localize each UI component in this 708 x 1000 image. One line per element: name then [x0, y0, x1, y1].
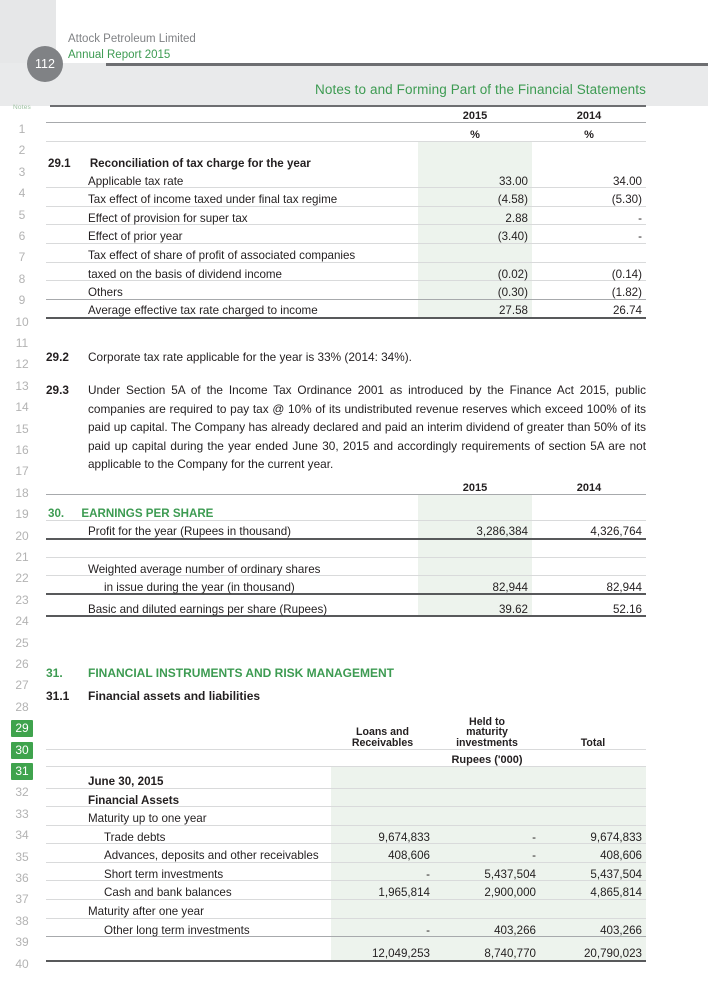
line-number-14: [0, 400, 44, 414]
line-number-4: [0, 186, 44, 200]
col-header-2014: 2014: [532, 104, 646, 123]
row-value-2015: (0.02): [418, 262, 532, 281]
line-number-22: [0, 571, 44, 585]
row-label: Trade debts: [46, 825, 331, 844]
spacer-cell: [46, 123, 418, 142]
line-number-label: 31: [11, 763, 32, 780]
page-number-badge: 112: [27, 46, 63, 82]
line-number-label: 21: [15, 550, 29, 564]
total-value-loans: 12,049,253: [331, 937, 434, 961]
section-title: EARNINGS PER SHARE: [81, 506, 214, 520]
line-number-label: 29: [11, 720, 32, 737]
line-number-gutter: [0, 104, 44, 971]
row-value-total: 403,266: [540, 918, 646, 937]
section-29-1: [46, 141, 418, 169]
col-header-2014: 2014: [532, 482, 646, 494]
row-label: Weighted average number of ordinary shares: [46, 557, 418, 576]
col-header-held-line2: maturity: [466, 726, 508, 739]
line-number-13: [0, 379, 44, 393]
line-number-label: 24: [15, 614, 29, 629]
line-number-38: [0, 914, 44, 928]
row-label: Short term investments: [46, 862, 331, 881]
line-number-36: [0, 871, 44, 885]
line-number-3: [0, 165, 44, 179]
line-number-20: [0, 529, 44, 543]
earnings-per-share-table: [46, 482, 646, 617]
report-name: Annual Report 2015: [68, 49, 171, 61]
table-row: [46, 825, 646, 844]
note-number: 29.3: [46, 383, 69, 397]
row-label: Cash and bank balances: [46, 881, 331, 900]
row-value-loans: [331, 900, 434, 919]
row-label: Maturity up to one year: [46, 807, 331, 826]
row-value-total: 5,437,504: [540, 862, 646, 881]
col-header-2015: 2015: [418, 482, 532, 494]
row-label: Advances, deposits and other receivables: [46, 844, 331, 863]
line-number-label: 25: [15, 635, 29, 650]
row-value-2015: (0.30): [418, 281, 532, 300]
empty-cell: [331, 749, 434, 766]
row-value-held: 5,437,504: [434, 862, 540, 881]
row-value-loans: 408,606: [331, 844, 434, 863]
row-value-2015: [418, 244, 532, 263]
note-text: Corporate tax rate applicable for the year is 33% (2014: 34%).: [88, 350, 412, 364]
col-header-loans: [331, 703, 434, 749]
line-number-34: [0, 828, 44, 842]
col-header-2015: 2015: [418, 104, 532, 123]
line-number-label: 3: [18, 164, 26, 179]
line-number-label: 35: [15, 849, 29, 864]
table-row: [46, 844, 646, 863]
table-row: [46, 188, 646, 207]
line-number-9: [0, 293, 44, 307]
row-value-held: -: [434, 844, 540, 863]
line-number-label: 36: [15, 871, 29, 885]
line-number-label: 39: [15, 935, 29, 950]
line-number-17: [0, 464, 44, 478]
line-number-label: 40: [15, 956, 29, 971]
gutter-header-label: Notes: [13, 104, 31, 111]
note-29-3: [46, 381, 646, 474]
row-label: Applicable tax rate: [46, 169, 418, 188]
line-number-label: 22: [15, 571, 29, 586]
line-number-label: 17: [15, 464, 29, 479]
line-number-label: 20: [15, 528, 29, 543]
shade-cell: [540, 766, 646, 788]
table-row: [46, 281, 646, 300]
line-number-label: 34: [15, 828, 29, 843]
shade-cell: [418, 494, 532, 520]
page-title: Notes to and Forming Part of the Financial Statements: [315, 82, 646, 97]
line-number-16: [0, 443, 44, 457]
line-number-label: 13: [15, 378, 29, 393]
row-value-loans: 9,674,833: [331, 825, 434, 844]
row-label: Profit for the year (Rupees in thousand): [46, 520, 418, 539]
line-number-label: 12: [15, 357, 29, 372]
row-label: Average effective tax rate charged to income: [46, 299, 418, 318]
row-value-2015: 82,944: [418, 576, 532, 595]
date-heading: June 30, 2015: [46, 766, 331, 788]
shade-cell: [540, 788, 646, 807]
table-row: [46, 576, 646, 595]
line-number-23: [0, 593, 44, 607]
line-number-label: 10: [15, 314, 29, 329]
line-number-label: 11: [15, 336, 29, 350]
line-number-label: 38: [15, 913, 29, 928]
row-label: in issue during the year (in thousand): [46, 576, 418, 595]
row-value-2015: (4.58): [418, 188, 532, 207]
row-label: Effect of prior year: [46, 225, 418, 244]
table-row: [46, 169, 646, 188]
line-number-37: [0, 892, 44, 906]
table-row: [46, 594, 646, 616]
totals-label: [46, 937, 331, 961]
row-label: Basic and diluted earnings per share (Rupees): [46, 594, 418, 616]
header-rule-top: [106, 63, 708, 66]
line-number-39: [0, 935, 44, 949]
section-31-heading: [46, 664, 646, 683]
row-value-held: 2,900,000: [434, 881, 540, 900]
row-value-2014: 4,326,764: [532, 520, 646, 539]
col-header-loans-line2: Receivables: [351, 736, 414, 749]
line-number-label: 14: [15, 400, 29, 415]
group-heading: Financial Assets: [46, 788, 331, 807]
total-row: [46, 299, 646, 318]
row-value-2015: 33.00: [418, 169, 532, 188]
line-number-27: [0, 678, 44, 692]
note-number: 29.2: [46, 350, 69, 364]
row-value-total: 408,606: [540, 844, 646, 863]
row-value-held: [434, 807, 540, 826]
line-number-31: [0, 764, 44, 778]
table-row: [46, 206, 646, 225]
spacer-cell: [46, 104, 418, 123]
total-value-held: 8,740,770: [434, 937, 540, 961]
row-value-loans: [331, 807, 434, 826]
line-number-40: [0, 957, 44, 971]
line-number-label: 27: [15, 678, 29, 693]
note-text: Under Section 5A of the Income Tax Ordinance 2001 as introduced by the Finance Act 2015, public companies are required to pay tax @ 10% of its undistributed revenue reserves which exceed 100% of its paid up capital. The Company has already declared and paid an interim dividend of greater than 50% of its paid up capital during the year ended June 30, 2015 and accordingly requirements of section 5A are not applicable to the Company for the current year.: [88, 383, 646, 472]
line-number-2: [0, 143, 44, 157]
spacer-cell: [46, 703, 331, 749]
section-title: Reconciliation of tax charge for the year: [89, 156, 311, 170]
row-value-2015: 3,286,384: [418, 520, 532, 539]
line-number-label: 33: [15, 806, 29, 821]
line-number-10: [0, 315, 44, 329]
tax-reconciliation-table: [46, 104, 646, 319]
line-number-8: [0, 272, 44, 286]
table-row: [46, 862, 646, 881]
total-row: [46, 937, 646, 961]
line-number-24: [0, 614, 44, 628]
row-value-2014: (1.82): [532, 281, 646, 300]
row-value-2015: (3.40): [418, 225, 532, 244]
line-number-label: 19: [15, 507, 29, 522]
line-number-label: 5: [18, 207, 26, 222]
line-number-30: [0, 743, 44, 757]
empty-cell: [532, 494, 646, 520]
line-number-label: 4: [18, 186, 26, 201]
table-row: [46, 123, 646, 142]
table-row: [46, 244, 646, 263]
unit-label: Rupees ('000): [434, 749, 540, 766]
line-number-label: 6: [18, 229, 26, 243]
row-value-2015: 27.58: [418, 299, 532, 318]
row-value-2014: 82,944: [532, 576, 646, 595]
section-number: 31.: [46, 666, 63, 680]
row-label: taxed on the basis of dividend income: [46, 262, 418, 281]
shade-cell: [418, 141, 532, 169]
line-number-label: 7: [18, 250, 26, 265]
spacer-cell: [46, 539, 418, 558]
line-number-label: 30: [11, 742, 32, 759]
group-heading-row: [46, 788, 646, 807]
table-row: [46, 539, 646, 558]
row-value-held: -: [434, 825, 540, 844]
table-row: [46, 520, 646, 539]
row-value-2014: [532, 244, 646, 263]
line-number-6: [0, 229, 44, 243]
line-number-18: [0, 486, 44, 500]
row-value-total: [540, 900, 646, 919]
line-number-1: [0, 122, 44, 136]
row-value-total: 4,865,814: [540, 881, 646, 900]
line-number-26: [0, 657, 44, 671]
spacer-cell: [46, 749, 331, 766]
line-number-label: 1: [18, 122, 26, 136]
row-value-held: [434, 900, 540, 919]
line-number-19: [0, 507, 44, 521]
section-heading-row: [46, 494, 646, 520]
line-number-label: 8: [18, 271, 26, 286]
line-number-label: 32: [15, 785, 29, 800]
row-value-2014: [532, 557, 646, 576]
line-number-12: [0, 357, 44, 371]
line-number-label: 28: [15, 699, 29, 714]
line-number-label: 9: [18, 293, 26, 308]
col-header-held-line3: investments: [456, 736, 518, 749]
col-unit-2014: %: [532, 123, 646, 142]
row-value-2014: 34.00: [532, 169, 646, 188]
line-number-25: [0, 636, 44, 650]
date-heading-row: [46, 766, 646, 788]
table-header-row: [46, 703, 646, 749]
col-header-held-line1: Held to: [469, 715, 505, 728]
shade-cell: [434, 766, 540, 788]
table-row: [46, 225, 646, 244]
row-label: Tax effect of income taxed under final tax regime: [46, 188, 418, 207]
col-header-total: Total: [540, 703, 646, 749]
row-label: Maturity after one year: [46, 900, 331, 919]
row-value-2014: 52.16: [532, 594, 646, 616]
row-value-2014: 26.74: [532, 299, 646, 318]
row-label: Effect of provision for super tax: [46, 206, 418, 225]
table-row: [46, 104, 646, 123]
note-29-2: [46, 348, 646, 367]
line-number-label: 15: [15, 421, 29, 436]
row-value-2014: (5.30): [532, 188, 646, 207]
section-title: FINANCIAL INSTRUMENTS AND RISK MANAGEMENT: [88, 666, 394, 680]
row-value-2014: -: [532, 225, 646, 244]
row-value-total: [540, 807, 646, 826]
row-value-total: 9,674,833: [540, 825, 646, 844]
col-header-held: [434, 703, 540, 749]
unit-row: [46, 749, 646, 766]
section-30: [46, 494, 418, 520]
sub-section-title: Financial assets and liabilities: [88, 689, 261, 703]
line-number-32: [0, 785, 44, 799]
line-number-28: [0, 700, 44, 714]
empty-cell: [540, 749, 646, 766]
section-number: 29.1: [48, 156, 71, 170]
row-label: Other long term investments: [46, 918, 331, 937]
sub-section-number: 31.1: [46, 689, 70, 703]
table-row: [46, 881, 646, 900]
shade-cell: [331, 766, 434, 788]
section-heading-row: [46, 141, 646, 169]
shade-cell: [418, 539, 532, 558]
row-value-2015: 2.88: [418, 206, 532, 225]
row-value-2014: (0.14): [532, 262, 646, 281]
table-row: [46, 807, 646, 826]
company-name: Attock Petroleum Limited: [68, 33, 196, 45]
row-value-held: 403,266: [434, 918, 540, 937]
col-header-loans-line1: Loans and: [356, 726, 409, 739]
row-value-2015: [418, 557, 532, 576]
empty-cell: [532, 141, 646, 169]
row-label: Tax effect of share of profit of associated companies: [46, 244, 418, 263]
line-number-35: [0, 850, 44, 864]
line-number-15: [0, 422, 44, 436]
line-number-5: [0, 208, 44, 222]
row-value-loans: 1,965,814: [331, 881, 434, 900]
col-unit-2015: %: [418, 123, 532, 142]
table-row: [46, 262, 646, 281]
line-number-label: 16: [15, 443, 29, 457]
line-number-label: 2: [18, 143, 26, 158]
line-number-label: 18: [15, 485, 29, 500]
table-row: [46, 482, 646, 494]
row-value-2014: -: [532, 206, 646, 225]
row-value-loans: -: [331, 862, 434, 881]
table-row: [46, 557, 646, 576]
row-label: Others: [46, 281, 418, 300]
spacer-cell: [46, 482, 418, 494]
row-value-loans: -: [331, 918, 434, 937]
section-number: 30.: [48, 506, 65, 520]
line-number-11: [0, 336, 44, 350]
line-number-label: 26: [15, 657, 29, 671]
line-number-21: [0, 550, 44, 564]
table-row: [46, 918, 646, 937]
line-number-33: [0, 807, 44, 821]
table-row: [46, 900, 646, 919]
shade-cell: [434, 788, 540, 807]
financial-assets-table: [46, 703, 646, 962]
shade-cell: [331, 788, 434, 807]
line-number-7: [0, 250, 44, 264]
total-value-total: 20,790,023: [540, 937, 646, 961]
row-value-2015: 39.62: [418, 594, 532, 616]
line-number-label: 37: [15, 892, 29, 907]
line-number-label: 23: [15, 592, 29, 607]
empty-cell: [532, 539, 646, 558]
line-number-29: [0, 721, 44, 735]
